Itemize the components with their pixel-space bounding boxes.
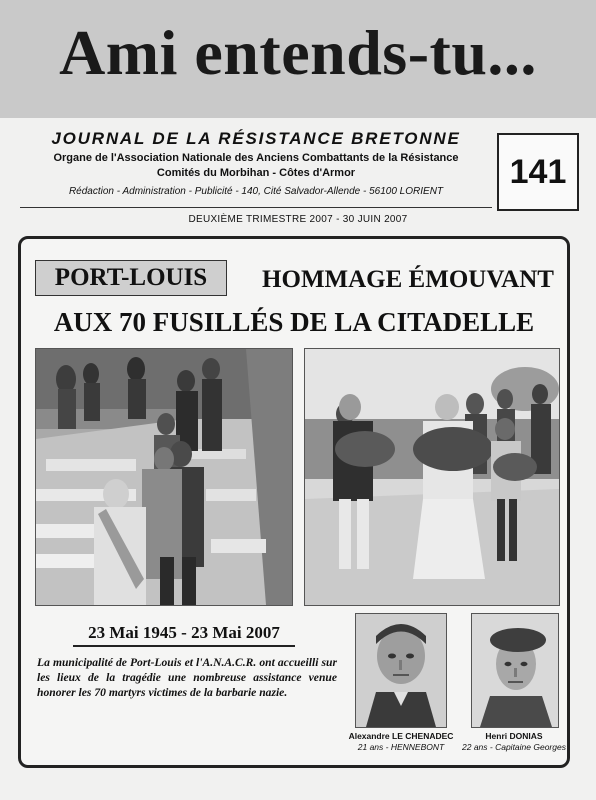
location-tag: PORT-LOUIS	[35, 260, 227, 296]
date-range-underline	[73, 645, 295, 647]
address-line: Rédaction - Administration - Publicité - 140, Cité Salvador-Allende - 56100 LORIENT	[68, 186, 444, 197]
article-body: La municipalité de Port-Louis et l'A.N.A.C.R. ont accueilli sur les lieux de la tragédie une nombreuse assistance venue honorer les 70 martyrs victimes de la barbarie nazie.	[37, 656, 337, 700]
issue-number: 141	[509, 152, 567, 191]
portrait-2-detail: 22 ans - Capitaine Georges	[462, 742, 566, 752]
portrait-donias	[471, 613, 559, 728]
portrait-le-chenadec-image	[356, 614, 446, 727]
portrait-2-name: Henri DONIAS	[485, 731, 543, 741]
photo-wreath-bearers-image	[305, 349, 559, 605]
portrait-le-chenadec	[355, 613, 447, 728]
masthead-title: Ami entends-tu...	[59, 17, 537, 88]
photo-wreath-bearers	[304, 348, 560, 606]
portrait-1-name: Alexandre LE CHENADEC	[348, 731, 454, 741]
commemoration-date-range: 23 Mai 1945 - 23 Mai 2007	[88, 623, 280, 642]
organ-line: Organe de l'Association Nationale des Anciens Combattants de la Résistance	[53, 152, 459, 164]
journal-title: JOURNAL DE LA RÉSISTANCE BRETONNE	[51, 129, 461, 148]
photo-procession-image	[36, 349, 292, 605]
header-divider	[20, 207, 492, 208]
journal-header	[20, 128, 492, 200]
photo-procession	[35, 348, 293, 606]
issue-date-line: DEUXIÈME TRIMESTRE 2007 - 30 JUIN 2007	[188, 214, 408, 225]
headline-secondary: AUX 70 FUSILLÉS DE LA CITADELLE	[53, 307, 535, 337]
portrait-donias-image	[472, 614, 558, 727]
committees-line: Comités du Morbihan - Côtes d'Armor	[156, 167, 356, 179]
portrait-1-detail: 21 ans - HENNEBONT	[357, 742, 445, 752]
headline-primary: HOMMAGE ÉMOUVANT	[262, 266, 554, 293]
issue-number-box	[497, 133, 579, 211]
